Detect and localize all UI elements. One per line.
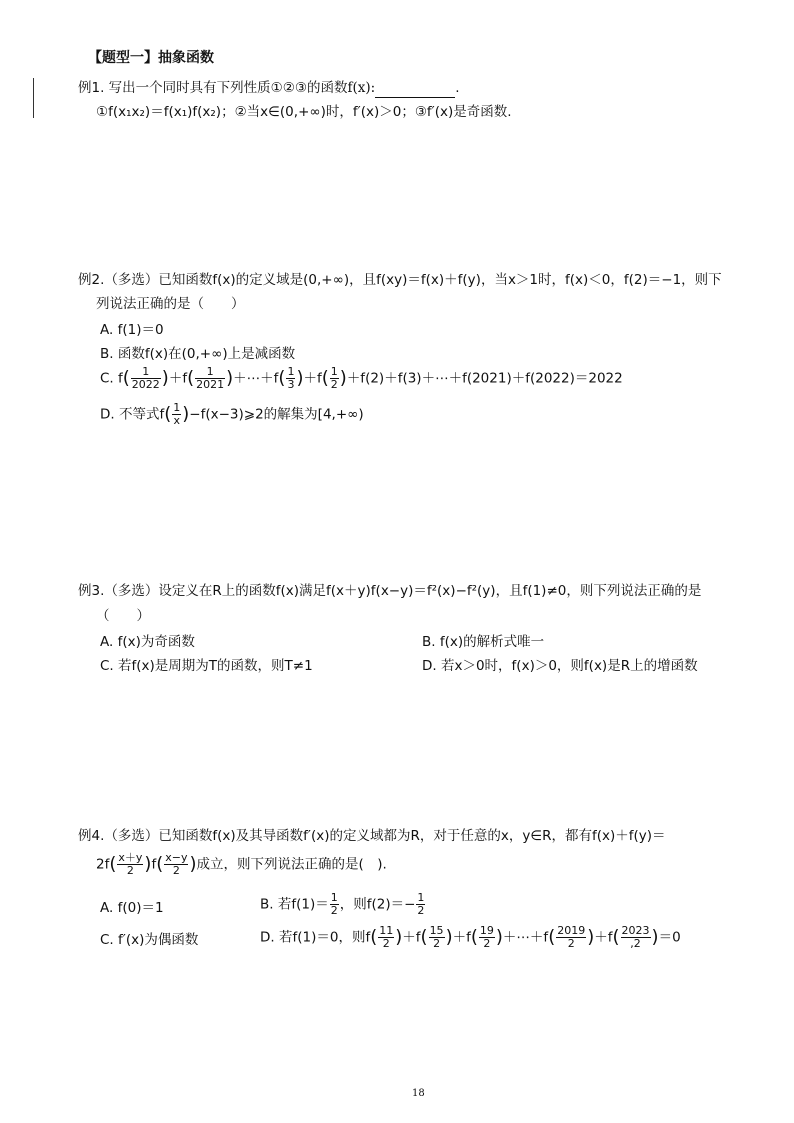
- example-4-option-d: D. 若f(1)＝0，则f( $\frac{11}{2}$ )＋f( $\frac{15}{2}$ )＋f( $\frac{19}{2}$ )＋⋯＋f( $\frac{2019}{2}$ )＋f( $\frac{2023}{,2}$ )＝0: [260, 924, 681, 950]
- example-1-prefix: 例1. 写出一个同时具有下列性质①②③的函数: [78, 80, 348, 96]
- fraction: $\frac{19}{2}$: [479, 924, 494, 950]
- example-4-stem-line2: 2f( $\frac{x+y}{2}$ )f( $\frac{x-y}{2}$ )成立，则下列说法正确的是( ).: [96, 851, 387, 877]
- example-4-option-a: A. f(0)＝1: [100, 900, 164, 916]
- page-number: 18: [412, 1088, 425, 1099]
- example-3-stem-line1: 例3.（多选）设定义在R上的函数f(x)满足f(x＋y)f(x−y)＝f²(x)−f²(y)，且f(1)≠0，则下列说法正确的是: [78, 583, 702, 599]
- example-3-option-b: B. f(x)的解析式唯一: [422, 634, 545, 650]
- fraction: $\frac{x-y}{2}$: [165, 851, 188, 877]
- example-1-fx: f(x):: [347, 80, 376, 96]
- example-2-stem-line2: 列说法正确的是（ ）: [96, 296, 245, 312]
- fraction: $\frac{11}{2}$: [379, 924, 394, 950]
- fraction: $\frac{1}{3}$: [287, 365, 295, 391]
- margin-mark: [33, 78, 34, 118]
- fraction: $\frac{2023}{,2}$: [621, 924, 650, 950]
- example-4-stem-line1: 例4.（多选）已知函数f(x)及其导函数f′(x)的定义域都为R，对于任意的x，y∈R，都有f(x)＋f(y)＝: [78, 828, 666, 844]
- example-4-option-b: B. 若f(1)＝ $\frac{1}{2}$ ，则f(2)＝− $\frac{1}{2}$: [260, 891, 425, 917]
- example-3-stem-line2: （ ）: [96, 608, 150, 624]
- fraction: $\frac{1}{2}$: [417, 891, 425, 917]
- example-2-option-c: C. f( $\frac{1}{2022}$ )＋f( $\frac{1}{2021}$ )＋⋯＋f( $\frac{1}{3}$ )＋f( $\frac{1}{2}$ )＋f(2)＋f(3)＋⋯＋f(2021)＋f(2022)＝2022: [100, 365, 623, 391]
- fraction: $\frac{1}{2022}$: [131, 365, 160, 391]
- example-1-properties: ①f(x₁x₂)＝f(x₁)f(x₂)；②当x∈(0,+∞)时，f′(x)＞0；③f′(x)是奇函数.: [96, 104, 512, 120]
- example-1-suffix: .: [455, 80, 460, 96]
- example-2-stem-line1: 例2.（多选）已知函数f(x)的定义域是(0,+∞)，且f(xy)＝f(x)＋f(y)，当x＞1时，f(x)＜0，f(2)＝−1，则下: [78, 272, 722, 288]
- fraction: $\frac{x+y}{2}$: [118, 851, 143, 877]
- answer-blank[interactable]: [375, 83, 455, 98]
- fraction: $\frac{1}{2}$: [330, 891, 338, 917]
- option-c-text: C. f: [100, 370, 123, 387]
- fraction: $\frac{2019}{2}$: [557, 924, 586, 950]
- fraction: $\frac{1}{x}$: [173, 401, 181, 427]
- section-title: 【题型一】抽象函数: [88, 50, 214, 66]
- example-4-option-c: C. f′(x)为偶函数: [100, 932, 199, 948]
- example-1-stem: [78, 78, 459, 98]
- fraction: $\frac{1}{2}$: [330, 365, 338, 391]
- example-3-option-c: C. 若f(x)是周期为T的函数，则T≠1: [100, 658, 313, 674]
- fraction: $\frac{1}{2021}$: [196, 365, 225, 391]
- example-2-option-d: D. 不等式f( $\frac{1}{x}$ )−f(x−3)⩾2的解集为[4,+∞): [100, 401, 364, 427]
- example-2-option-b: B. 函数f(x)在(0,+∞)上是减函数: [100, 346, 296, 362]
- example-3-option-a: A. f(x)为奇函数: [100, 634, 195, 650]
- example-2-option-a: A. f(1)＝0: [100, 322, 164, 338]
- fraction: $\frac{15}{2}$: [429, 924, 444, 950]
- example-3-option-d: D. 若x＞0时，f(x)＞0，则f(x)是R上的增函数: [422, 658, 698, 674]
